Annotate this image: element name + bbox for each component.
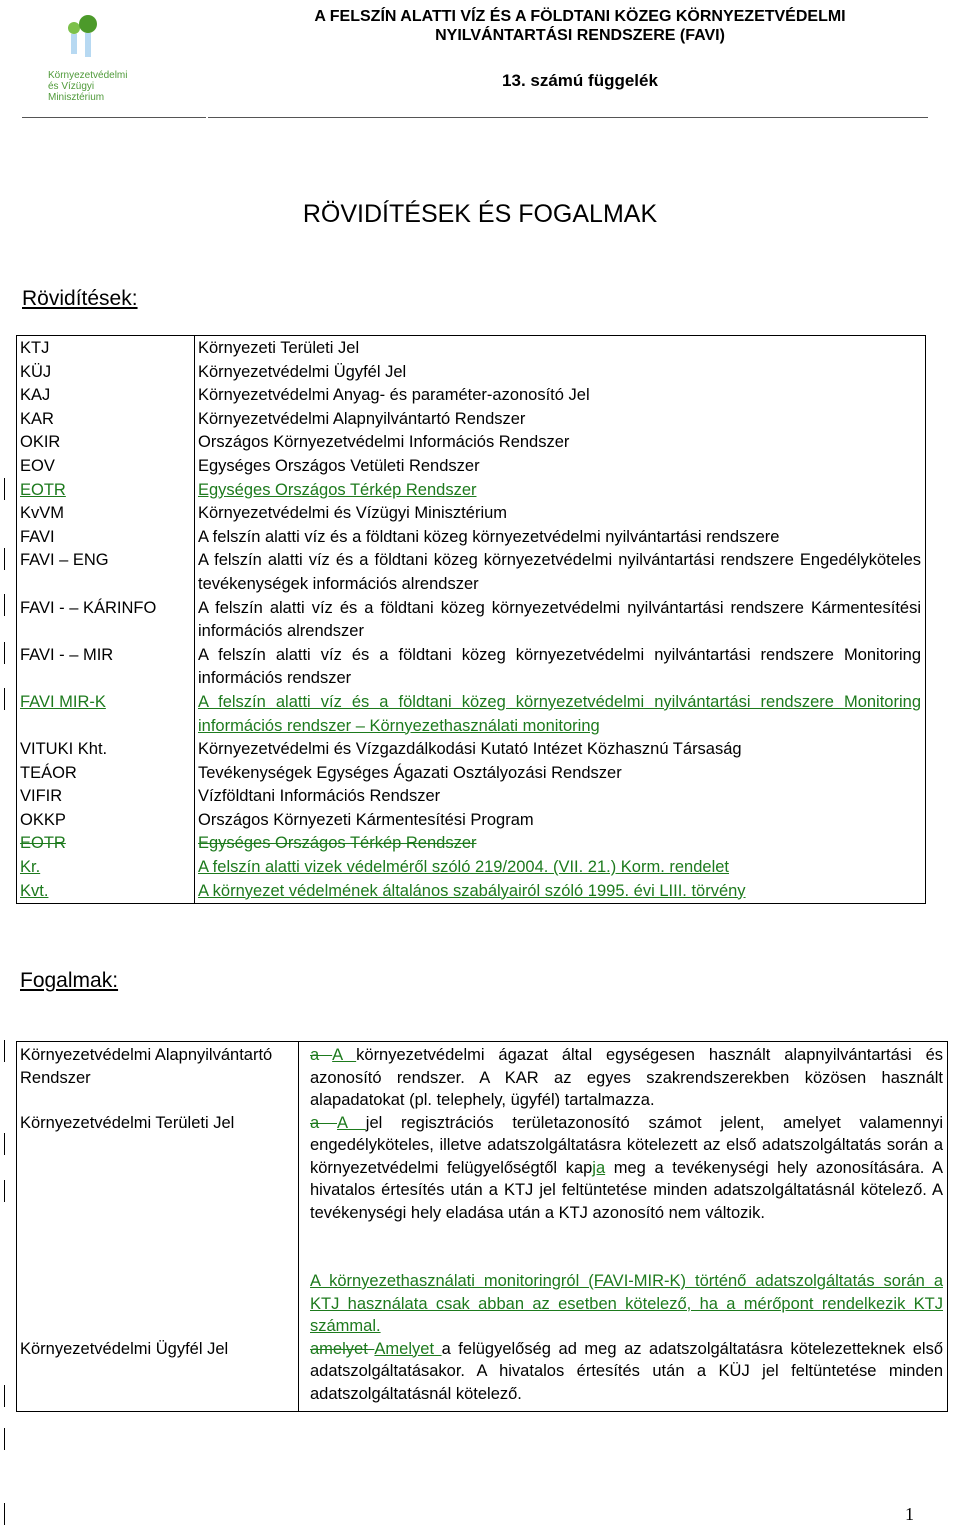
abbrev-term: OKKP (17, 809, 195, 833)
tree-logo-icon (50, 8, 110, 68)
abbrev-expansion: Országos Környezetvédelmi Információs Rendszer (198, 433, 570, 452)
abbrev-row (17, 785, 926, 809)
change-bar (4, 548, 5, 570)
abbrev-term: FAVI - – KÁRINFO (17, 597, 195, 644)
abbrev-row (17, 762, 926, 786)
abbrev-term: FAVI (17, 526, 195, 550)
logo (45, 8, 155, 103)
abbrev-term: VIFIR (17, 785, 195, 809)
concept-definition (299, 1112, 948, 1338)
deleted-text: amelyet (310, 1339, 375, 1358)
abbrev-row (17, 479, 926, 503)
abbrev-row (17, 408, 926, 432)
abbrev-term: KvVM (17, 502, 195, 526)
logo-text-3: Minisztérium (48, 92, 105, 103)
appendix-label: 13. számú függelék (502, 71, 658, 90)
abbrev-expansion: Környezetvédelmi és Vízügyi Minisztérium (198, 504, 508, 523)
concepts-heading: Fogalmak: (20, 969, 119, 992)
abbrev-term: VITUKI Kht. (17, 738, 195, 762)
header-rule-left (22, 117, 206, 118)
abbrev-expansion: A felszín alatti vizek védelméről szóló 219/2004. (VII. 21.) Korm. rendelet (198, 858, 730, 877)
abbrev-term: EOTR (17, 832, 195, 856)
header-line-2: NYILVÁNTARTÁSI RENDSZERE (FAVI) (435, 27, 725, 44)
abbrev-row (17, 880, 926, 904)
header-line-1: A FELSZÍN ALATTI VÍZ ÉS A FÖLDTANI KÖZEG KÖRNYEZETVÉDELMI (314, 8, 846, 25)
abbrev-term: EOV (17, 455, 195, 479)
concept-row (17, 1112, 948, 1338)
page-number: 1 (905, 1504, 914, 1524)
abbrev-expansion: Környezetvédelmi és Vízgazdálkodási Kutató Intézet Közhasznú Társaság (198, 740, 742, 759)
change-bar (4, 1133, 5, 1155)
abbrev-row (17, 455, 926, 479)
abbrev-row (17, 526, 926, 550)
abbrev-row (17, 336, 926, 361)
abbrev-term: KAJ (17, 384, 195, 408)
abbrev-term: KAR (17, 408, 195, 432)
change-bar (4, 478, 5, 500)
change-bar (4, 1180, 5, 1202)
concept-row (17, 1338, 948, 1412)
abbrev-expansion: Tevékenységek Egységes Ágazati Osztályozási Rendszer (198, 763, 622, 782)
abbrev-expansion: A felszín alatti víz és a földtani közeg környezetvédelmi nyilvántartási rendszere (198, 527, 780, 546)
abbrev-row (17, 502, 926, 526)
abbrev-expansion: Vízföldtani Információs Rendszer (198, 787, 441, 806)
abbrev-term: FAVI – ENG (17, 549, 195, 596)
concepts-table (16, 1041, 948, 1412)
abbrev-term: TEÁOR (17, 762, 195, 786)
definition-text: a felügyelőség ad meg az adatszolgáltatásra kötelezetteknek első adatszolgáltatásakor. A hivatalos értesítés után a KÜJ jel feltüntetése minden adatszolgáltatásnál kötelező. (310, 1339, 943, 1403)
page-title: RÖVIDÍTÉSEK ÉS FOGALMAK (302, 200, 658, 228)
abbrev-heading: Rövidítések: (22, 287, 138, 310)
inserted-text: ja (592, 1158, 606, 1177)
abbrev-term: EOTR (17, 479, 195, 503)
abbrev-row (17, 597, 926, 644)
change-bar (4, 594, 5, 616)
concept-term: Környezetvédelmi Területi Jel (17, 1112, 299, 1338)
change-bar (4, 1385, 5, 1407)
concept-definition (299, 1338, 948, 1412)
abbrev-expansion: A felszín alatti víz és a földtani közeg környezetvédelmi nyilvántartási rendszere Engedélyköteles tevékenységek információs alrendszer (198, 551, 921, 593)
abbrev-expansion: A felszín alatti víz és a földtani közeg környezetvédelmi nyilvántartási rendszere Kármentesítési információs alrendszer (198, 598, 921, 641)
abbrev-expansion: Egységes Országos Vetületi Rendszer (198, 456, 480, 475)
change-bar (4, 1428, 5, 1450)
abbrev-term: Kr. (17, 856, 195, 880)
abbrev-expansion: A felszín alatti víz és a földtani közeg környezetvédelmi nyilvántartási rendszere Monitoring információs rendszer – Környezethasználati monitoring (198, 692, 921, 735)
concept-term: Környezetvédelmi Alapnyilvántartó Rendszer (17, 1042, 299, 1112)
definition-text: jel regisztrációs területazonosító számot jelent, amelyet valamennyi engedélyköteles, illetve adatszolgáltatásra kötelezett az első adatszolgáltatás során a környezetvédelmi felügyelőségtől kap (310, 1113, 944, 1177)
concept-term: Környezetvédelmi Ügyfél Jel (17, 1338, 299, 1412)
concept-row (17, 1042, 948, 1112)
abbrev-expansion: Környezetvédelmi Anyag- és paraméter-azonosító Jel (198, 386, 590, 405)
abbrev-row (17, 361, 926, 385)
abbrev-row (17, 832, 926, 856)
deleted-text: a (310, 1046, 333, 1064)
abbrev-row (17, 809, 926, 833)
abbrev-expansion: Országos Környezeti Kármentesítési Program (198, 810, 534, 829)
concept-definition (299, 1042, 948, 1112)
abbrev-row (17, 549, 926, 596)
abbrev-expansion: A felszín alatti víz és a földtani közeg környezetvédelmi nyilvántartási rendszere Monitoring információs rendszer (198, 645, 921, 688)
deleted-text: a (310, 1113, 337, 1132)
abbrev-table (16, 335, 926, 904)
change-bar (4, 1040, 5, 1062)
inserted-text: A (336, 1113, 366, 1132)
abbrev-term: OKIR (17, 431, 195, 455)
abbrev-row (17, 384, 926, 408)
abbrev-term: Kvt. (17, 880, 195, 904)
change-bar (4, 688, 5, 710)
abbrev-row (17, 644, 926, 691)
inserted-text: Amelyet (374, 1339, 442, 1358)
change-bar (4, 642, 5, 664)
logo-text-2: és Vízügyi (48, 81, 95, 92)
abbrev-expansion: A környezet védelmének általános szabályairól szóló 1995. évi LIII. törvény (198, 881, 746, 900)
abbrev-row (17, 691, 926, 738)
abbrev-expansion: Környezetvédelmi Alapnyilvántartó Rendszer (198, 409, 526, 428)
inserted-text: A (332, 1046, 357, 1064)
abbrev-term: KTJ (17, 336, 195, 361)
abbrev-term: FAVI MIR-K (17, 691, 195, 738)
inserted-note: A környezethasználati monitoringról (FAVI-MIR-K) történő adatszolgáltatás során a KTJ használata csak abban az esetben kötelező, ha a mérőpont rendelkezik KTJ számmal. (310, 1272, 943, 1335)
logo-text-1: Környezetvédelmi (48, 70, 128, 81)
abbrev-expansion: Egységes Országos Térkép Rendszer (198, 480, 477, 499)
abbrev-expansion: Környezeti Területi Jel (198, 339, 360, 357)
abbrev-expansion: Környezetvédelmi Ügyfél Jel (198, 362, 407, 381)
definition-text: környezetvédelmi ágazat által egységesen használt alapnyilvántartási és azonosító rendszer. A KAR az egyes szakrendszerekben közösen használt alapadatokat (pl. telephely, ügyfél) tartalmazza. (310, 1046, 943, 1109)
abbrev-row (17, 738, 926, 762)
change-bar (4, 1503, 5, 1525)
abbrev-term: FAVI - – MIR (17, 644, 195, 691)
abbrev-term: KÜJ (17, 361, 195, 385)
abbrev-expansion: Egységes Országos Térkép Rendszer (198, 834, 477, 853)
abbrev-row (17, 431, 926, 455)
abbrev-row (17, 856, 926, 880)
header-rule-right (208, 117, 928, 118)
definition-text: meg a tevékenységi hely azonosítására. A hivatalos értesítés után a KTJ jel feltüntetése minden adatszolgáltatásnál kötelező. A tevékenységi hely eladása után a KTJ azonosító nem változik. (310, 1158, 943, 1222)
